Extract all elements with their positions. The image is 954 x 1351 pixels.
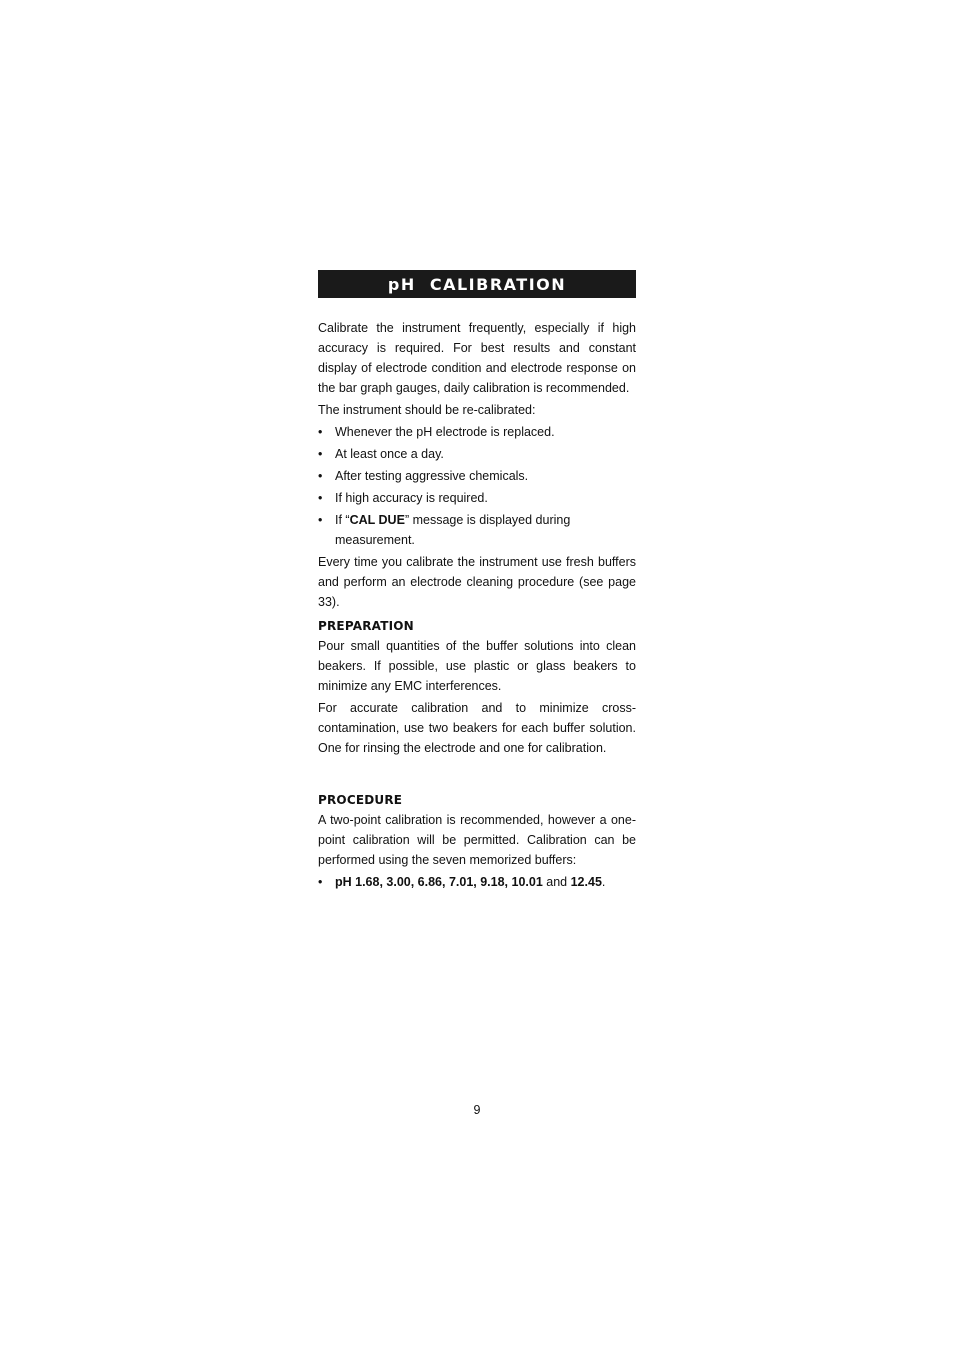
bullet: • bbox=[318, 425, 323, 439]
cal-due-before: If “ bbox=[335, 513, 350, 527]
buffer-list bbox=[318, 872, 636, 892]
cal-due-after: ” message is displayed during measurement. bbox=[335, 513, 571, 547]
bullet: • bbox=[318, 513, 323, 527]
procedure-paragraph: A two-point calibration is recommended, however a one-point calibration will be permitted. Calibration can be performed using the seven memorized buffers: bbox=[318, 813, 636, 867]
intro-paragraph: Calibrate the instrument frequently, especially if high accuracy is required. For best results and constant display of electrode condition and electrode response on the bar graph gauges, daily calibration is recommended. bbox=[318, 321, 636, 395]
buffer-list-item bbox=[318, 872, 636, 892]
list-item bbox=[318, 488, 636, 508]
list-item-cal-due bbox=[318, 510, 636, 550]
bullet: • bbox=[318, 875, 323, 889]
list-item bbox=[318, 422, 636, 442]
list-item-text: Whenever the pH electrode is replaced. bbox=[335, 425, 555, 439]
section-title-bar bbox=[318, 270, 636, 298]
fresh-buffers-paragraph: Every time you calibrate the instrument use fresh buffers and perform an electrode cleaning procedure (see page 33). bbox=[318, 555, 636, 609]
list-item-text: After testing aggressive chemicals. bbox=[335, 469, 529, 483]
list-item-text: At least once a day. bbox=[335, 447, 444, 461]
preparation-paragraph-2: For accurate calibration and to minimize cross-contamination, use two beakers for each buffer solution. One for rinsing the electrode and one for calibration. bbox=[318, 701, 636, 755]
page-content bbox=[318, 270, 636, 894]
bullet: • bbox=[318, 491, 323, 505]
procedure-heading: PROCEDURE bbox=[318, 793, 403, 807]
bullet: • bbox=[318, 469, 323, 483]
bullet: • bbox=[318, 447, 323, 461]
list-item bbox=[318, 444, 636, 464]
section-title: pH CALIBRATION bbox=[387, 274, 567, 294]
buffer-end: . bbox=[601, 875, 606, 889]
buffer-values: pH 1.68, 3.00, 6.86, 7.01, 9.18, 10.01 bbox=[335, 875, 543, 889]
list-item-text: If high accuracy is required. bbox=[335, 491, 488, 505]
recalibration-list bbox=[318, 422, 636, 550]
preparation-paragraph-1: Pour small quantities of the buffer solutions into clean beakers. If possible, use plastic or glass beakers to minimize any EMC interferences. bbox=[318, 639, 636, 693]
page-number: 9 bbox=[473, 1103, 481, 1117]
recalibration-lead: The instrument should be re-calibrated: bbox=[318, 403, 536, 417]
cal-due-code: CAL DUE bbox=[349, 513, 405, 527]
buffer-and: and bbox=[542, 875, 571, 889]
list-item bbox=[318, 466, 636, 486]
preparation-heading: PREPARATION bbox=[318, 619, 414, 633]
buffer-last-value: 12.45 bbox=[570, 875, 602, 889]
